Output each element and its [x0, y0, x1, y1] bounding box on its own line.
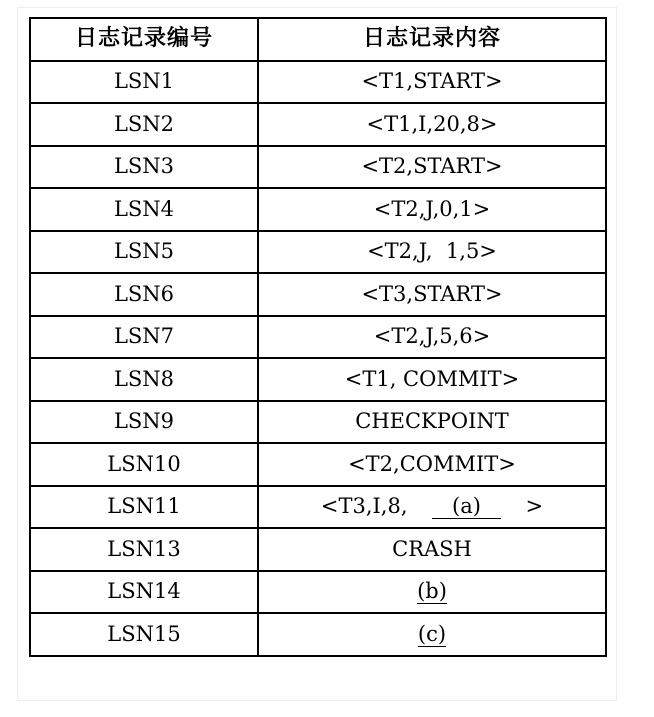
content-cell: <T2,START>	[258, 146, 606, 189]
content-cell: <T3,START>	[258, 273, 606, 316]
header-log-number: 日志记录编号	[30, 18, 258, 61]
content-cell: <T2,COMMIT>	[258, 443, 606, 486]
table-row	[30, 401, 606, 444]
lsn-cell: LSN8	[30, 358, 258, 401]
table-row	[30, 358, 606, 401]
content-cell: <T2,J,0,1>	[258, 188, 606, 231]
table-row	[30, 528, 606, 571]
lsn-cell: LSN5	[30, 231, 258, 274]
table-row	[30, 443, 606, 486]
content-cell: <T2,J, 1,5>	[258, 231, 606, 274]
table-row	[30, 571, 606, 614]
lsn-cell: LSN9	[30, 401, 258, 444]
content-suffix: >	[525, 494, 544, 519]
table-frame	[18, 8, 616, 700]
blank-b: (b)	[417, 579, 447, 604]
lsn-cell: LSN4	[30, 188, 258, 231]
content-cell: CHECKPOINT	[258, 401, 606, 444]
lsn-cell: LSN10	[30, 443, 258, 486]
table-row	[30, 316, 606, 359]
lsn-cell: LSN1	[30, 61, 258, 104]
table-row	[30, 273, 606, 316]
table-row	[30, 61, 606, 104]
table-row	[30, 188, 606, 231]
lsn-cell: LSN15	[30, 613, 258, 656]
lsn-cell: LSN11	[30, 486, 258, 529]
lsn-cell: LSN2	[30, 103, 258, 146]
lsn-cell: LSN13	[30, 528, 258, 571]
header-log-content: 日志记录内容	[258, 18, 606, 61]
content-cell: <T1,START>	[258, 61, 606, 104]
content-cell: <T1, COMMIT>	[258, 358, 606, 401]
table-row	[30, 146, 606, 189]
lsn-cell: LSN7	[30, 316, 258, 359]
content-prefix: <T3,I,8,	[320, 494, 408, 519]
blank-a: (a)	[432, 494, 501, 519]
content-cell	[258, 571, 606, 614]
content-cell: CRASH	[258, 528, 606, 571]
content-cell	[258, 486, 606, 529]
content-cell: <T1,I,20,8>	[258, 103, 606, 146]
table-row	[30, 231, 606, 274]
lsn-cell: LSN3	[30, 146, 258, 189]
table-row	[30, 486, 606, 529]
table-header-row	[30, 18, 606, 61]
content-cell	[258, 613, 606, 656]
log-records-table	[29, 17, 607, 657]
table-row	[30, 103, 606, 146]
lsn-cell: LSN14	[30, 571, 258, 614]
table-row	[30, 613, 606, 656]
lsn-cell: LSN6	[30, 273, 258, 316]
blank-c: (c)	[417, 621, 447, 646]
content-cell: <T2,J,5,6>	[258, 316, 606, 359]
